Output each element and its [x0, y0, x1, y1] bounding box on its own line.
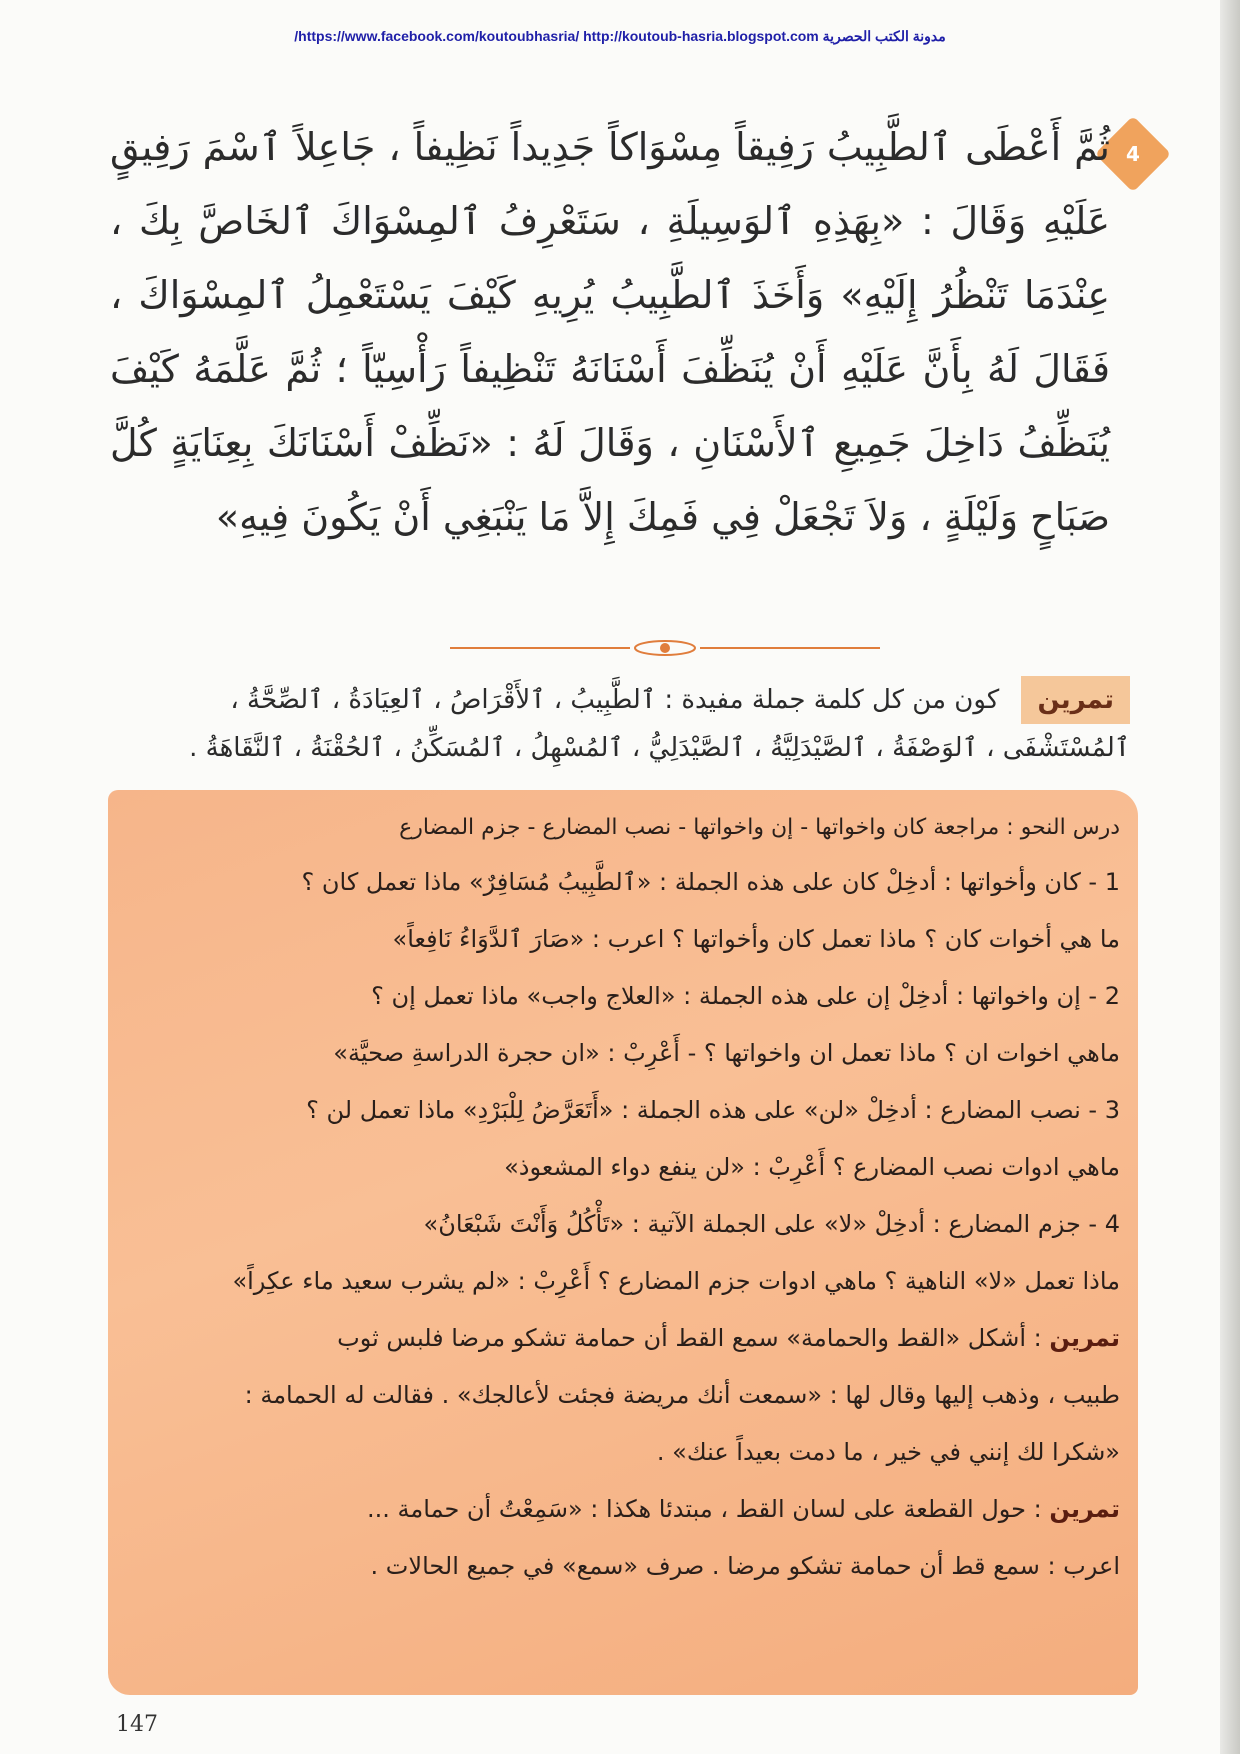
exercise-2-line: طبيب ، وذهب إليها وقال لها : «سمعت أنك مريضة فجئت لأعالجك» . فقالت له الحمامة :: [244, 1381, 1120, 1409]
exercise-2-line: [130, 1310, 1120, 1367]
exercise-label: تمرين: [1049, 1495, 1120, 1523]
grammar-panel-text: [130, 808, 1120, 1595]
grammar-line: ماهي اخوات ان ؟ ماذا تعمل ان واخواتها ؟ - أَعْرِبْ : «ان حجرة الدراسةِ صحيَّة»: [333, 1039, 1120, 1067]
grammar-line: ماذا تعمل «لا» الناهية ؟ ماهي ادوات جزم المضارع ؟ أَعْرِبْ : «لم يشرب سعيد ماء عكِراً»: [232, 1267, 1120, 1295]
exercise-text: كون من كل كلمة جملة مفيدة : ٱلطَّبِيبُ ، ٱلأَقْرَاصُ ، ٱلعِيَادَةُ ، ٱلصِّحَّةُ ، ٱلمُسْتَشْفَى ، ٱلوَصْفَةُ ، ٱلصَّيْدَلِيَّةُ ، ٱلصَّيْدَلِيُّ ، ٱلمُسْهِلُ ، ٱلمُسَكِّنُ ، ٱلحُقْنَةُ ، ٱلنَّقَاهَةُ .: [189, 685, 1130, 763]
exercise-3-line: [130, 1481, 1120, 1538]
grammar-line: 2 - إن واخواتها : أدخِلْ إن على هذه الجملة : «العلاج واجب» ماذا تعمل إن ؟: [371, 982, 1120, 1010]
exercise-2-line: «شكرا لك إنني في خير ، ما دمت بعيداً عنك» .: [656, 1438, 1120, 1466]
header-url[interactable]: /https://www.facebook.com/koutoubhasria/ http://koutoub-hasria.blogspot.com مدونة الكتب الحصرية: [294, 28, 946, 44]
ornamental-divider: [450, 640, 880, 656]
exercise-text: : حول القطعة على لسان القط ، مبتدئا هكذا : «سَمِعْتُ أن حمامة ...: [367, 1495, 1042, 1523]
grammar-line: ماهي ادوات نصب المضارع ؟ أَعْرِبْ : «لن ينفع دواء المشعوذ»: [504, 1153, 1120, 1181]
exercise-label: تمرين: [1021, 676, 1130, 724]
grammar-line: 4 - جزم المضارع : أدخِلْ «لا» على الجملة الآتية : «تَأْكُلُ وَأَنْتَ شَبْعَانُ»: [423, 1210, 1120, 1238]
page-number: 147: [116, 1712, 158, 1737]
exercise-label: تمرين: [1049, 1324, 1120, 1352]
grammar-line: 1 - كان وأخواتها : أدخِلْ كان على هذه الجملة : «ٱلطَّبِيبُ مُسَافِرٌ» ماذا تعمل كان ؟: [301, 868, 1120, 896]
story-paragraph: ثُمَّ أَعْطَى ٱلطَّبِيبُ رَفِيقاً مِسْوَاكاً جَدِيداً نَظِيفاً ، جَاعِلاً ٱسْمَ رَفِيقٍ عَلَيْهِ وَقَالَ : «بِهَذِهِ ٱلوَسِيلَةِ ، سَتَعْرِفُ ٱلمِسْوَاكَ ٱلخَاصَّ بِكَ ، عِنْدَمَا تَنْظُرُ إِلَيْهِ» وَأَخَذَ ٱلطَّبِيبُ يُرِيهِ كَيْفَ يَسْتَعْمِلُ ٱلمِسْوَاكَ ، فَقَالَ لَهُ بِأَنَّ عَلَيْهِ أَنْ يُنَظِّفَ أَسْنَانَهُ تَنْظِيفاً رَأْسِيّاً ؛ ثُمَّ عَلَّمَهُ كَيْفَ يُنَظِّفُ دَاخِلَ جَمِيعِ ٱلأَسْنَانِ ، وَقَالَ لَهُ : «نَظِّفْ أَسْنَانَكَ بِعِنَايَةٍ كُلَّ صَبَاحٍ وَلَيْلَةٍ ، وَلاَ تَجْعَلْ فِي فَمِكَ إِلاَّ مَا يَنْبَغِي أَنْ يَكُونَ فِيهِ»: [110, 125, 1110, 539]
grammar-title: درس النحو : مراجعة كان واخواتها - إن واخواتها - نصب المضارع - جزم المضارع: [399, 815, 1120, 840]
grammar-line: 3 - نصب المضارع : أدخِلْ «لن» على هذه الجملة : «أَتَعَرَّضُ لِلْبَرْدِ» ماذا تعمل لن ؟: [306, 1096, 1120, 1124]
exercise-3-line: اعرب : سمع قط أن حمامة تشكو مرضا . صرف «سمع» في جميع الحالات .: [370, 1552, 1120, 1580]
grammar-line: ما هي أخوات كان ؟ ماذا تعمل كان وأخواتها ؟ اعرب : «صَارَ ٱلدَّوَاءُ نَافِعاً»: [392, 925, 1120, 953]
section-badge-number: 4: [1126, 142, 1140, 166]
exercise-1: [110, 676, 1130, 772]
page-gutter-shadow: [1220, 0, 1240, 1754]
exercise-text: : أشكل «القط والحمامة» سمع القط أن حمامة تشكو مرضا فلبس ثوب: [337, 1324, 1042, 1352]
